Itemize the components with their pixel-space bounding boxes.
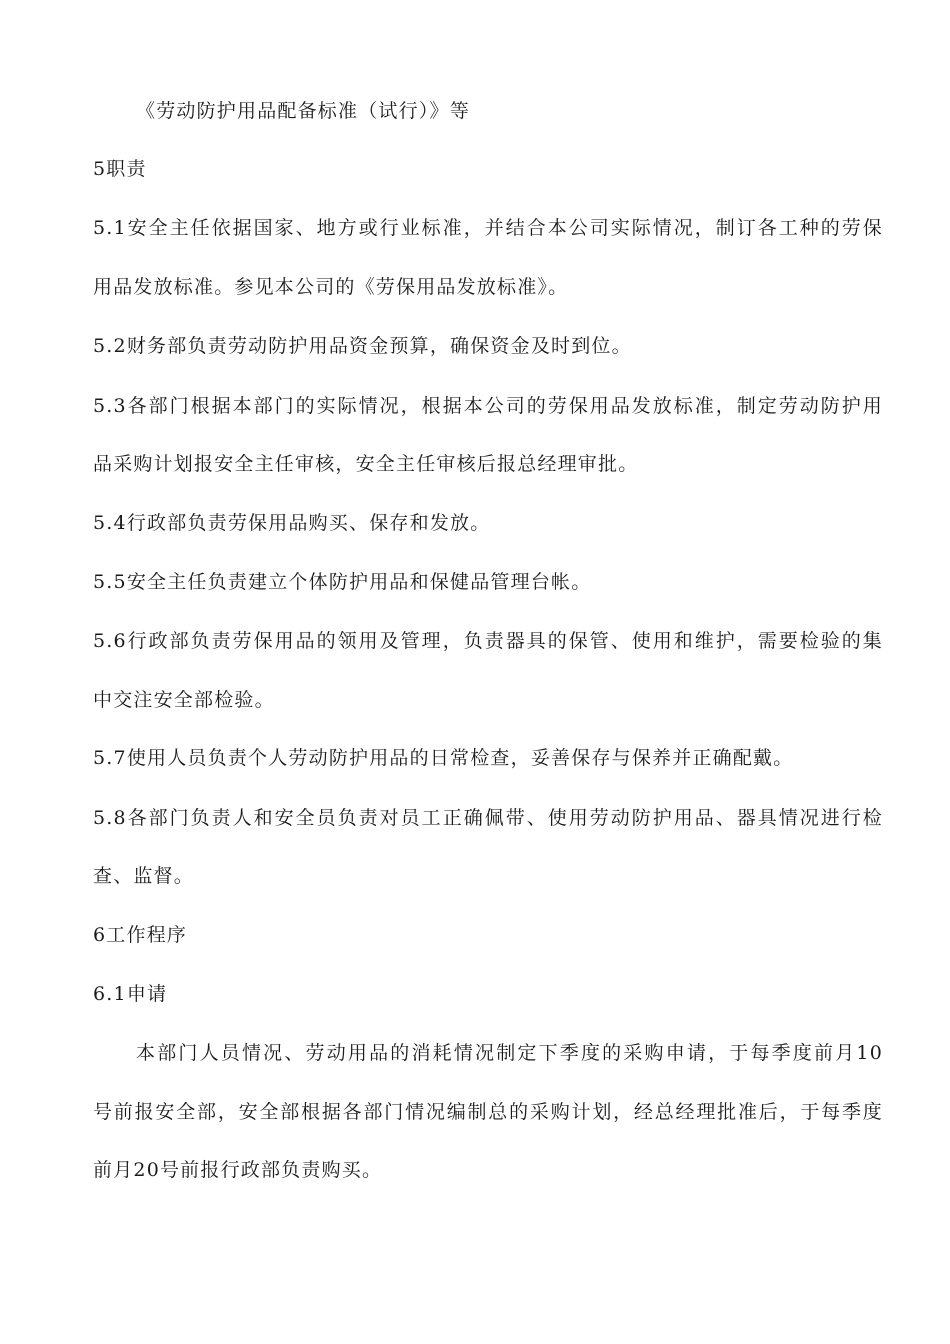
- clause-5-6-line-2: 中交注安全部检验。: [93, 689, 275, 711]
- reference-standard-line: 《劳动防护用品配备标准（试行）》等: [136, 100, 470, 122]
- clause-5-4: 5.4行政部负责劳保用品购买、保存和发放。: [93, 512, 491, 534]
- clause-5-1-line-1: 5.1安全主任依据国家、地方或行业标准，并结合本公司实际情况，制订各工种的劳保: [93, 217, 883, 239]
- clause-5-8-line-2: 查、监督。: [93, 865, 195, 887]
- clause-5-2: 5.2财务部负责劳动防护用品资金预算，确保资金及时到位。: [93, 335, 632, 357]
- subsection-heading-application: 6.1申请: [93, 983, 168, 1005]
- clause-5-6-line-1: 5.6行政部负责劳保用品的领用及管理，负责器具的保管、使用和维护，需要检验的集: [93, 630, 883, 652]
- clause-5-3-line-1: 5.3各部门根据本部门的实际情况，根据本公司的劳保用品发放标准，制定劳动防护用: [93, 395, 883, 417]
- section-heading-responsibilities: 5职责: [93, 158, 147, 180]
- clause-5-3-line-2: 品采购计划报安全主任审核，安全主任审核后报总经理审批。: [93, 453, 639, 475]
- section-heading-work-procedure: 6工作程序: [93, 924, 188, 946]
- application-paragraph-line-2: 号前报安全部，安全部根据各部门情况编制总的采购计划，经总经理批准后，于每季度: [93, 1101, 883, 1123]
- clause-5-7: 5.7使用人员负责个人劳动防护用品的日常检查，妥善保存与保养并正确配戴。: [93, 747, 794, 769]
- application-paragraph-line-3: 前月20号前报行政部负责购买。: [93, 1159, 383, 1181]
- clause-5-8-line-1: 5.8各部门负责人和安全员负责对员工正确佩带、使用劳动防护用品、器具情况进行检: [93, 807, 883, 829]
- application-paragraph-line-1: 本部门人员情况、劳动用品的消耗情况制定下季度的采购申请，于每季度前月10: [136, 1042, 883, 1064]
- clause-5-1-line-2: 用品发放标准。参见本公司的《劳保用品发放标准》。: [93, 276, 569, 298]
- clause-5-5: 5.5安全主任负责建立个体防护用品和保健品管理台帐。: [93, 571, 592, 593]
